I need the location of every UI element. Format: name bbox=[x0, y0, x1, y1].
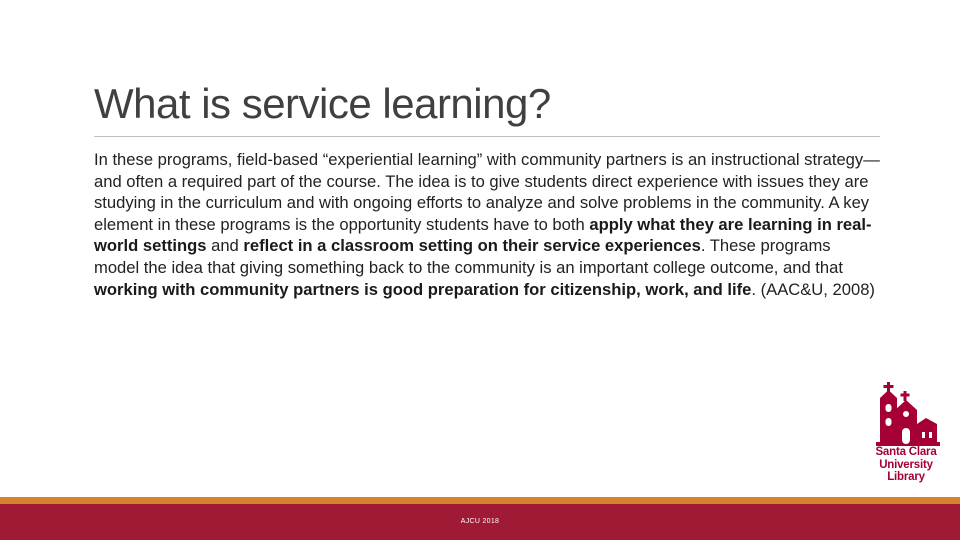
logo-line: University bbox=[879, 458, 933, 471]
footer-label: AJCU 2018 bbox=[460, 518, 500, 525]
logo-line: Santa Clara bbox=[875, 446, 937, 458]
slide-body bbox=[94, 149, 880, 300]
logo-line: Library bbox=[887, 471, 925, 483]
body-text: . (AAC&U, 2008) bbox=[751, 279, 875, 299]
body-emphasis: working with community partners is good preparation for citizenship, work, and life bbox=[94, 279, 752, 299]
body-emphasis: apply what they are learning in real-world settings bbox=[94, 214, 872, 256]
footer-accent-band bbox=[0, 497, 960, 504]
slide-title: What is service learning? bbox=[94, 80, 551, 127]
body-text: . These programs model the idea that giving something back to the community is an important college outcome, and that bbox=[94, 236, 843, 277]
body-emphasis: reflect in a classroom setting on their service experiences bbox=[243, 236, 701, 256]
library-logo-text bbox=[862, 446, 950, 484]
body-text: In these programs, field-based “experiential learning” with community partners is an instructional strategy—and often a required part of the course. The idea is to give students direct experience with issues they are studying in the curriculum and with ongoing efforts to analyze and solve problems in the community. A key element in these programs is the opportunity students have to both bbox=[94, 150, 880, 234]
title-divider bbox=[94, 136, 880, 137]
body-text: and bbox=[206, 236, 244, 256]
